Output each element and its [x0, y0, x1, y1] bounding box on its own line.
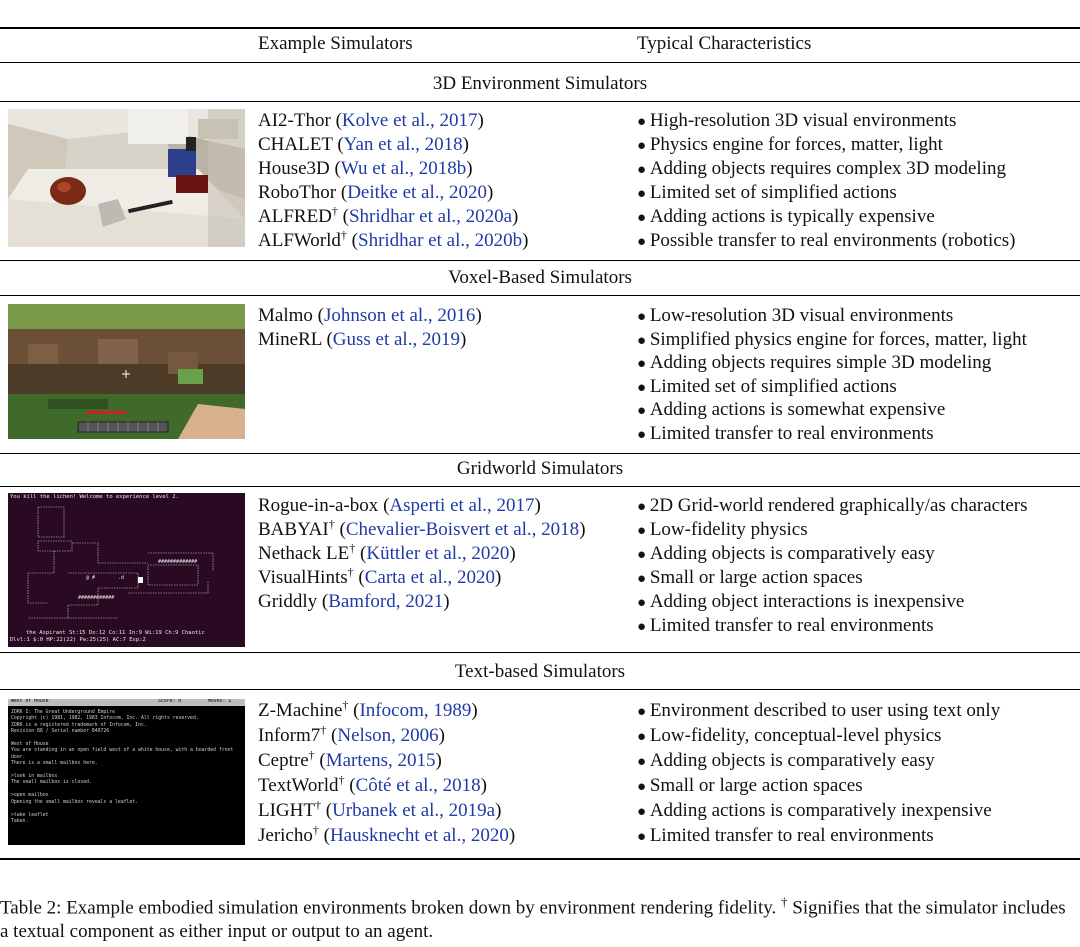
- terminal-line: There is a small mailbox here.: [11, 761, 98, 767]
- text-terminal-header: [8, 699, 245, 706]
- bullet-icon: ●: [637, 499, 650, 515]
- citation-link[interactable]: Urbanek et al., 2019a: [332, 800, 496, 821]
- simulator-row: Rogue-in-a-box (Asperti et al., 2017): [258, 495, 541, 516]
- citation-link[interactable]: Carta et al., 2020: [364, 567, 496, 588]
- text-terminal-body: [11, 710, 233, 825]
- bullet-icon: ●: [637, 356, 650, 372]
- dagger-mark: †: [328, 517, 335, 531]
- simulator-row: TextWorld† (Côté et al., 2018): [258, 773, 487, 796]
- bullet-icon: ●: [637, 379, 650, 396]
- terminal-line: Taken.: [11, 818, 29, 824]
- characteristic-item: [637, 724, 941, 749]
- simulator-row: LIGHT† (Urbanek et al., 2019a): [258, 798, 502, 821]
- simulator-name: Rogue-in-a-box: [258, 495, 379, 516]
- simulator-row: Jericho† (Hausknecht et al., 2020): [258, 823, 516, 846]
- characteristic-text: Small or large action spaces: [649, 567, 863, 588]
- text-terminal-score: Score: 0: [158, 699, 182, 704]
- characteristic-item: [637, 699, 1000, 724]
- table-caption: [0, 890, 1078, 944]
- simulator-row: BABYAI† (Chevalier-Boisvert et al., 2018): [258, 517, 586, 540]
- characteristic-item: [637, 181, 897, 206]
- simulator-name: Malmo: [258, 305, 313, 326]
- caption-label: Table 2:: [0, 897, 62, 919]
- citation-link[interactable]: Wu et al., 2018b: [340, 158, 467, 179]
- bullet-icon: ●: [637, 234, 650, 250]
- thumbnail-voxel-world: [8, 304, 245, 439]
- characteristic-item: [637, 328, 1027, 353]
- bullet-icon: ●: [637, 754, 650, 770]
- citation-link[interactable]: Küttler et al., 2020: [366, 543, 510, 564]
- characteristic-text: Limited transfer to real environments: [649, 825, 934, 846]
- characteristic-item: [637, 133, 943, 158]
- caption-text: Example embodied simulation environments broken down by environment rendering fidelity.: [66, 897, 777, 919]
- characteristic-text: Low-resolution 3D visual environments: [649, 305, 954, 326]
- simulator-name: MineRL: [258, 328, 322, 350]
- terminal-line: You are standing in an open field west of a white house, with a boarded front: [11, 748, 234, 754]
- simulator-row: Griddly (Bamford, 2021): [258, 591, 450, 612]
- thumbnail-gridworld-terminal: [8, 493, 245, 647]
- simulator-name: ALFWorld: [258, 230, 341, 251]
- citation-link[interactable]: Martens, 2015: [325, 750, 436, 771]
- characteristic-text: Adding actions is typically expensive: [649, 206, 935, 227]
- characteristic-item: [637, 518, 808, 543]
- characteristic-text: Adding actions is somewhat expensive: [649, 399, 946, 420]
- characteristic-text: Physics engine for forces, matter, light: [649, 134, 943, 155]
- svg-text:############: ############: [78, 595, 115, 601]
- bullet-icon: ●: [637, 210, 650, 226]
- characteristic-text: Adding objects requires simple 3D modeling: [649, 352, 992, 373]
- bullet-icon: ●: [637, 138, 650, 154]
- citation-link[interactable]: Kolve et al., 2017: [341, 110, 478, 131]
- simulator-name: Ceptre: [258, 750, 309, 771]
- dagger-mark: †: [342, 698, 349, 712]
- svg-text:.d: .d: [118, 575, 125, 581]
- bullet-icon: ●: [637, 403, 650, 419]
- thumbnail-3d-kitchen: [8, 109, 245, 247]
- dagger-mark: †: [314, 798, 321, 812]
- terminal-line: Opening the small mailbox reveals a leaflet.: [11, 799, 139, 805]
- dagger-mark: †: [338, 773, 345, 787]
- gridworld-message-line: You kill the lichen! Welcome to experience level 2.: [10, 494, 179, 500]
- characteristic-text: Possible transfer to real environments (robotics): [649, 230, 1016, 251]
- characteristic-text: Adding objects is comparatively easy: [649, 543, 935, 564]
- characteristic-item: [637, 304, 953, 329]
- citation-link[interactable]: Asperti et al., 2017: [389, 495, 535, 516]
- citation-link[interactable]: Shridhar et al., 2020a: [348, 206, 513, 227]
- characteristic-text: Adding objects requires complex 3D modeling: [649, 158, 1006, 179]
- citation-link[interactable]: Guss et al., 2019: [332, 328, 460, 350]
- characteristic-item: [637, 799, 992, 824]
- bullet-icon: ●: [637, 114, 650, 130]
- characteristic-text: Limited transfer to real environments: [649, 422, 934, 444]
- bullet-icon: ●: [637, 309, 650, 325]
- dagger-mark: †: [347, 565, 354, 579]
- section-title-voxel: Voxel-Based Simulators: [448, 267, 632, 288]
- citation-link[interactable]: Chevalier-Boisvert et al., 2018: [345, 519, 580, 540]
- thumbnail-text-terminal: [8, 699, 245, 845]
- simulator-row: ALFRED† (Shridhar et al., 2020a): [258, 204, 519, 227]
- section-title-3d: 3D Environment Simulators: [432, 73, 648, 94]
- header-simulators: Example Simulators: [258, 33, 413, 54]
- simulator-name: RoboThor: [258, 182, 337, 203]
- simulator-name: Jericho: [258, 825, 313, 846]
- bullet-icon: ●: [637, 523, 650, 539]
- dagger-mark: †: [340, 228, 347, 242]
- bullet-icon: ●: [637, 332, 650, 349]
- voxel-scene-image: [8, 304, 245, 439]
- characteristic-text: Adding objects is comparatively easy: [649, 750, 935, 771]
- dagger-mark: †: [320, 723, 327, 737]
- characteristic-text: Limited set of simplified actions: [649, 182, 897, 203]
- characteristic-item: [637, 375, 897, 400]
- characteristic-text: Adding actions is comparatively inexpensive: [649, 800, 992, 821]
- table-bottom-rule: [0, 858, 1080, 860]
- characteristic-item: [637, 205, 935, 230]
- terminal-line: >look in mailbox: [11, 774, 58, 780]
- dagger-mark: †: [308, 748, 315, 762]
- characteristic-item: [637, 566, 863, 591]
- bullet-icon: ●: [637, 779, 650, 795]
- simulator-row: RoboThor (Deitke et al., 2020): [258, 182, 494, 203]
- section-title-grid: Gridworld Simulators: [456, 458, 624, 479]
- header-rule: [0, 62, 1080, 63]
- citation-link[interactable]: Nelson, 2006: [337, 725, 439, 746]
- citation-link[interactable]: Bamford, 2021: [328, 591, 444, 612]
- simulator-row: VisualHints† (Carta et al., 2020): [258, 565, 502, 588]
- bullet-icon: ●: [637, 704, 650, 720]
- simulator-name: BABYAI: [258, 519, 329, 540]
- section-rule-voxel: [0, 295, 1080, 296]
- section-rule-grid: [0, 486, 1080, 487]
- simulator-row: Inform7† (Nelson, 2006): [258, 723, 445, 746]
- simulator-row: Z-Machine† (Infocom, 1989): [258, 698, 478, 721]
- characteristic-text: Simplified physics engine for forces, matter, light: [649, 328, 1027, 350]
- characteristic-item: [637, 494, 1028, 519]
- section-title-text: Text-based Simulators: [454, 661, 626, 682]
- terminal-line: door.: [11, 754, 26, 760]
- dagger-mark: †: [331, 204, 338, 218]
- simulator-name: Griddly: [258, 591, 318, 612]
- bullet-icon: ●: [637, 547, 650, 563]
- section-rule-grid-top: [0, 453, 1080, 454]
- terminal-line: West of House: [11, 742, 49, 748]
- characteristic-item: [637, 824, 934, 849]
- citation-link[interactable]: Hausknecht et al., 2020: [329, 825, 509, 846]
- characteristic-item: [637, 774, 863, 799]
- citation-link[interactable]: Côté et al., 2018: [355, 775, 481, 796]
- simulator-row: Nethack LE† (Küttler et al., 2020): [258, 541, 516, 564]
- characteristic-item: [637, 542, 935, 567]
- bullet-icon: ●: [637, 595, 650, 611]
- characteristic-text: Low-fidelity physics: [649, 519, 808, 540]
- simulator-name: Inform7: [258, 725, 321, 746]
- citation-link[interactable]: Johnson et al., 2016: [323, 305, 476, 326]
- section-rule-text: [0, 689, 1080, 690]
- simulator-row: CHALET (Yan et al., 2018): [258, 134, 469, 155]
- terminal-line: Revision 88 / Serial number 840726: [11, 729, 110, 735]
- simulator-row: Ceptre† (Martens, 2015): [258, 748, 442, 771]
- bullet-icon: ●: [637, 571, 650, 587]
- terminal-line: ZORK is a registered trademark of Infocom, Inc.: [11, 722, 147, 728]
- caption-dagger: †: [781, 894, 788, 909]
- characteristic-item: [637, 614, 934, 639]
- header-characteristics: Typical Characteristics: [637, 33, 812, 54]
- dungeon-map-image: [8, 493, 245, 647]
- characteristic-item: [637, 749, 935, 774]
- simulator-row: ALFWorld† (Shridhar et al., 2020b): [258, 228, 529, 251]
- svg-text:#############: #############: [158, 559, 198, 565]
- citation-link[interactable]: Yan et al., 2018: [343, 134, 463, 155]
- characteristic-item: [637, 590, 964, 615]
- simulator-name: Nethack LE: [258, 543, 350, 564]
- characteristic-text: Low-fidelity, conceptual-level physics: [649, 725, 942, 746]
- gridworld-status-line-1: the Aspirant St:15 Dx:12 Co:11 In:9 Wi:19 Ch:9 Chaotic: [26, 630, 205, 636]
- simulator-row: House3D (Wu et al., 2018b): [258, 158, 473, 179]
- characteristic-item: [637, 398, 945, 423]
- characteristic-text: Limited set of simplified actions: [649, 375, 897, 397]
- simulator-name: CHALET: [258, 134, 333, 155]
- bullet-icon: ●: [637, 729, 650, 745]
- simulator-name: LIGHT: [258, 800, 315, 821]
- characteristic-text: Adding object interactions is inexpensive: [649, 591, 965, 612]
- simulator-row: AI2-Thor (Kolve et al., 2017): [258, 110, 484, 131]
- citation-link[interactable]: Shridhar et al., 2020b: [358, 230, 523, 251]
- gridworld-status-line-2: Dlvl:1 $:0 HP:22(22) Pw:25(25) AC:7 Exp:2: [10, 637, 146, 643]
- terminal-line: ZORK I: The Great Underground Empire: [11, 710, 115, 715]
- characteristic-text: 2D Grid-world rendered graphically/as characters: [649, 495, 1028, 516]
- dagger-mark: †: [349, 541, 356, 555]
- simulator-name: Z-Machine: [258, 700, 343, 721]
- terminal-line: >take leaflet: [11, 812, 49, 818]
- characteristic-item: [637, 229, 1015, 254]
- kitchen-scene-image: [8, 109, 245, 247]
- text-terminal-moves: Moves: 1: [208, 699, 232, 704]
- terminal-line: Copyright (c) 1981, 1982, 1983 Infocom, Inc. All rights reserved.: [11, 716, 199, 722]
- characteristic-item: [637, 157, 1006, 182]
- caption-text-2: Signifies that the simulator includes a textual component as either input or output to an agent.: [0, 897, 1066, 943]
- bullet-icon: ●: [637, 804, 650, 820]
- bullet-icon: ●: [637, 619, 650, 635]
- bullet-icon: ●: [637, 426, 650, 443]
- simulator-name: VisualHints: [258, 567, 348, 588]
- bullet-icon: ●: [637, 186, 650, 202]
- table-top-rule: [0, 27, 1080, 29]
- characteristic-text: Environment described to user using text only: [649, 700, 1001, 721]
- bullet-icon: ●: [637, 829, 650, 845]
- section-rule-3d: [0, 101, 1080, 102]
- simulator-row: Malmo (Johnson et al., 2016): [258, 305, 482, 326]
- characteristic-text: Small or large action spaces: [649, 775, 863, 796]
- citation-link[interactable]: Deitke et al., 2020: [347, 182, 488, 203]
- dagger-mark: †: [312, 823, 319, 837]
- terminal-line: The small mailbox is closed.: [11, 780, 92, 786]
- simulator-name: AI2-Thor: [258, 110, 331, 131]
- text-terminal-location: West of House: [11, 699, 49, 704]
- simulator-name: TextWorld: [258, 775, 339, 796]
- terminal-line: >open mailbox: [11, 793, 49, 799]
- section-rule-text-top: [0, 652, 1080, 653]
- simulator-name: ALFRED: [258, 206, 332, 227]
- characteristic-text: High-resolution 3D visual environments: [649, 110, 957, 131]
- section-rule-voxel-top: [0, 260, 1080, 261]
- characteristic-item: [637, 422, 934, 447]
- citation-link[interactable]: Infocom, 1989: [359, 700, 472, 721]
- bullet-icon: ●: [637, 162, 650, 178]
- simulator-row: MineRL (Guss et al., 2019): [258, 328, 467, 350]
- svg-text:@ #: @ #: [86, 575, 96, 581]
- characteristic-item: [637, 109, 956, 134]
- simulator-name: House3D: [258, 158, 330, 179]
- characteristic-item: [637, 351, 991, 376]
- characteristic-text: Limited transfer to real environments: [649, 615, 934, 636]
